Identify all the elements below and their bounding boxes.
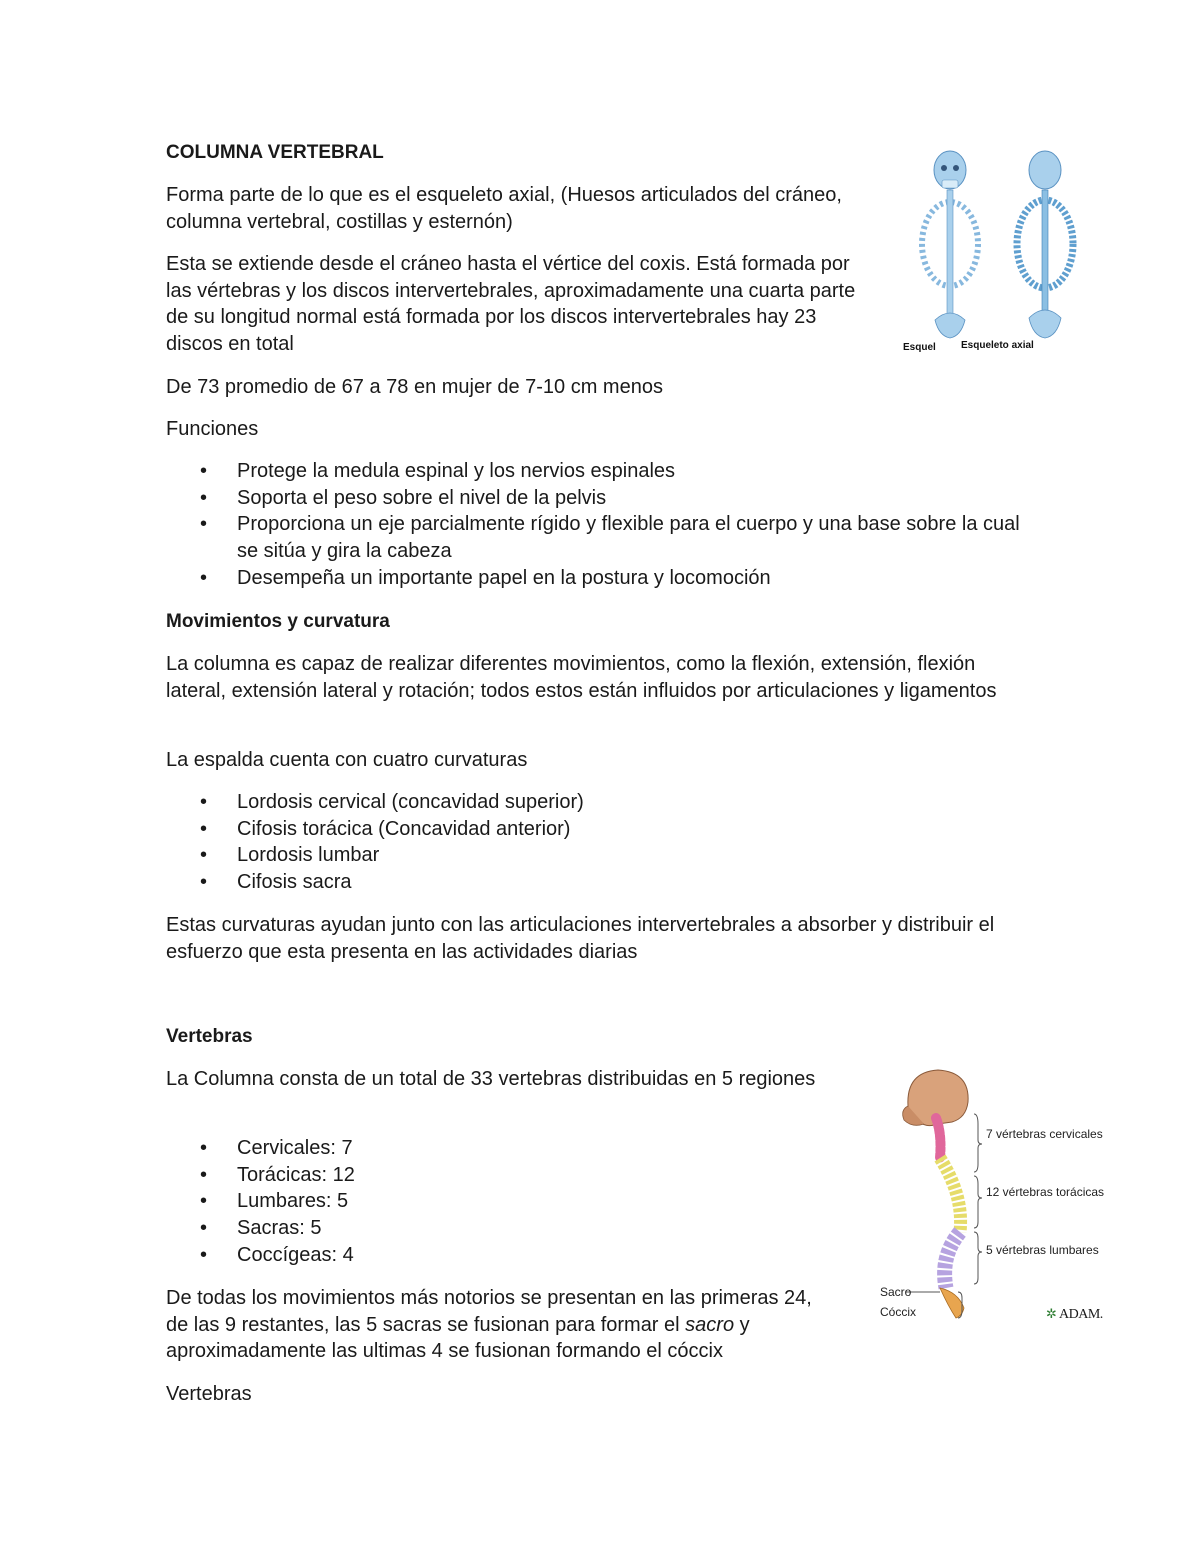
- funciones-list: [166, 458, 1026, 592]
- paragraph-movimientos: La columna es capaz de realizar diferentes movimientos, como la flexión, extensión, flexión lateral, extensión lateral y rotación; todos estos están influidos por articulaciones y ligamentos: [166, 653, 997, 702]
- label-cervicales: 7 vértebras cervicales: [986, 1127, 1103, 1141]
- cervical-vertebrae: [936, 1118, 941, 1158]
- axial-skeleton-figure: [895, 148, 1095, 360]
- list-item: • Cifosis torácica (Concavidad anterior): [166, 816, 1026, 843]
- section-title-vertebras: Vertebras: [166, 1026, 253, 1047]
- list-item: • Lordosis cervical (concavidad superior): [166, 789, 1026, 816]
- list-item: • Desempeña un importante papel en la postura y locomoción: [166, 565, 1026, 592]
- list-item: • Cervicales: 7: [166, 1135, 1026, 1162]
- brace-thoracic: [974, 1176, 982, 1228]
- paragraph-vertebras-footer: Vertebras: [166, 1383, 252, 1405]
- list-item: • Soporta el peso sobre el nivel de la pelvis: [166, 485, 1026, 512]
- list-item: • Lumbares: 5: [166, 1188, 1026, 1215]
- bullet: •: [200, 1217, 208, 1240]
- skeleton-label-right: Esqueleto axial: [961, 340, 1034, 351]
- skeleton-front: [922, 151, 978, 338]
- paragraph-esqueleto-axial: Forma parte de lo que es el esqueleto axial, (Huesos articulados del cráneo, columna vertebral, costillas y esternón): [166, 184, 842, 233]
- label-sacro: Sacro: [880, 1285, 912, 1299]
- thoracic-vertebrae: [940, 1158, 961, 1232]
- paragraph-curvaturas-funcion: Estas curvaturas ayudan junto con las articulaciones intervertebrales a absorber y distribuir el esfuerzo que esta presenta en las actividades diarias: [166, 914, 995, 963]
- bullet: •: [200, 871, 208, 894]
- bullet: •: [200, 791, 208, 813]
- bullet: •: [200, 1190, 208, 1213]
- skeleton-label-left: Esquel: [903, 342, 936, 353]
- skeleton-back: [1017, 151, 1073, 338]
- label-lumbares: 5 vértebras lumbares: [986, 1243, 1099, 1257]
- bullet: •: [200, 1163, 208, 1186]
- lumbar-vertebrae: [945, 1232, 960, 1288]
- list-item: • Torácicas: 12: [166, 1162, 1026, 1189]
- paragraph-movimientos-notorios: De todas los movimientos más notorios se presentan en las primeras 24, de las 9 restantes, las 5 sacras se fusionan para formar el sacro y aproximadamente las ultimas 4 se fusionan formando el cóccix: [166, 1287, 812, 1363]
- curvaturas-list: [166, 789, 1026, 896]
- list-item: • Cifosis sacra: [166, 869, 1026, 896]
- list-item: • Proporciona un eje parcialmente rígido y flexible para el cuerpo y una base sobre la cual se sitúa y gira la cabeza: [200, 513, 1020, 563]
- paragraph-extension: Esta se extiende desde el cráneo hasta el vértice del coxis. Está formada por las vértebras y los discos intervertebrales, aproximadamente una cuarta parte de su longitud normal está formada por los discos intervertebrales hay 23 discos en total: [166, 253, 856, 356]
- funciones-label: Funciones: [166, 418, 259, 440]
- section-title-movimientos: Movimientos y curvatura: [166, 611, 390, 632]
- paragraph-curvaturas-intro: La espalda cuenta con cuatro curvaturas: [166, 749, 528, 771]
- adam-logo: [1046, 1307, 1103, 1322]
- paragraph-33-vertebras: La Columna consta de un total de 33 vertebras distribuidas en 5 regiones: [166, 1068, 816, 1090]
- list-item: • Sacras: 5: [166, 1215, 1026, 1242]
- bullet: •: [200, 1137, 208, 1159]
- label-toracicas: 12 vértebras torácicas: [986, 1185, 1105, 1199]
- paragraph-promedio: De 73 promedio de 67 a 78 en mujer de 7-10 cm menos: [166, 376, 663, 398]
- bullet: •: [200, 460, 208, 482]
- section-title-columna: COLUMNA VERTEBRAL: [166, 142, 384, 163]
- brace-lumbar: [974, 1232, 982, 1284]
- list-item: • Protege la medula espinal y los nervios espinales: [166, 458, 1026, 485]
- bullet: •: [200, 817, 208, 840]
- list-item: • Lordosis lumbar: [166, 842, 1026, 869]
- svg-text:ADAM.: ADAM.: [1059, 1307, 1103, 1322]
- bullet: •: [200, 486, 208, 509]
- bullet: •: [200, 513, 208, 536]
- svg-text:✲: ✲: [1046, 1307, 1057, 1322]
- bullet: •: [200, 1243, 208, 1266]
- bullet: •: [200, 844, 208, 867]
- spine-regions-figure: [878, 1066, 1118, 1328]
- brace-cervical: [974, 1114, 982, 1172]
- bullet: •: [200, 566, 208, 589]
- label-coccix: Cóccix: [880, 1305, 917, 1319]
- list-item: • Coccígeas: 4: [166, 1242, 1026, 1269]
